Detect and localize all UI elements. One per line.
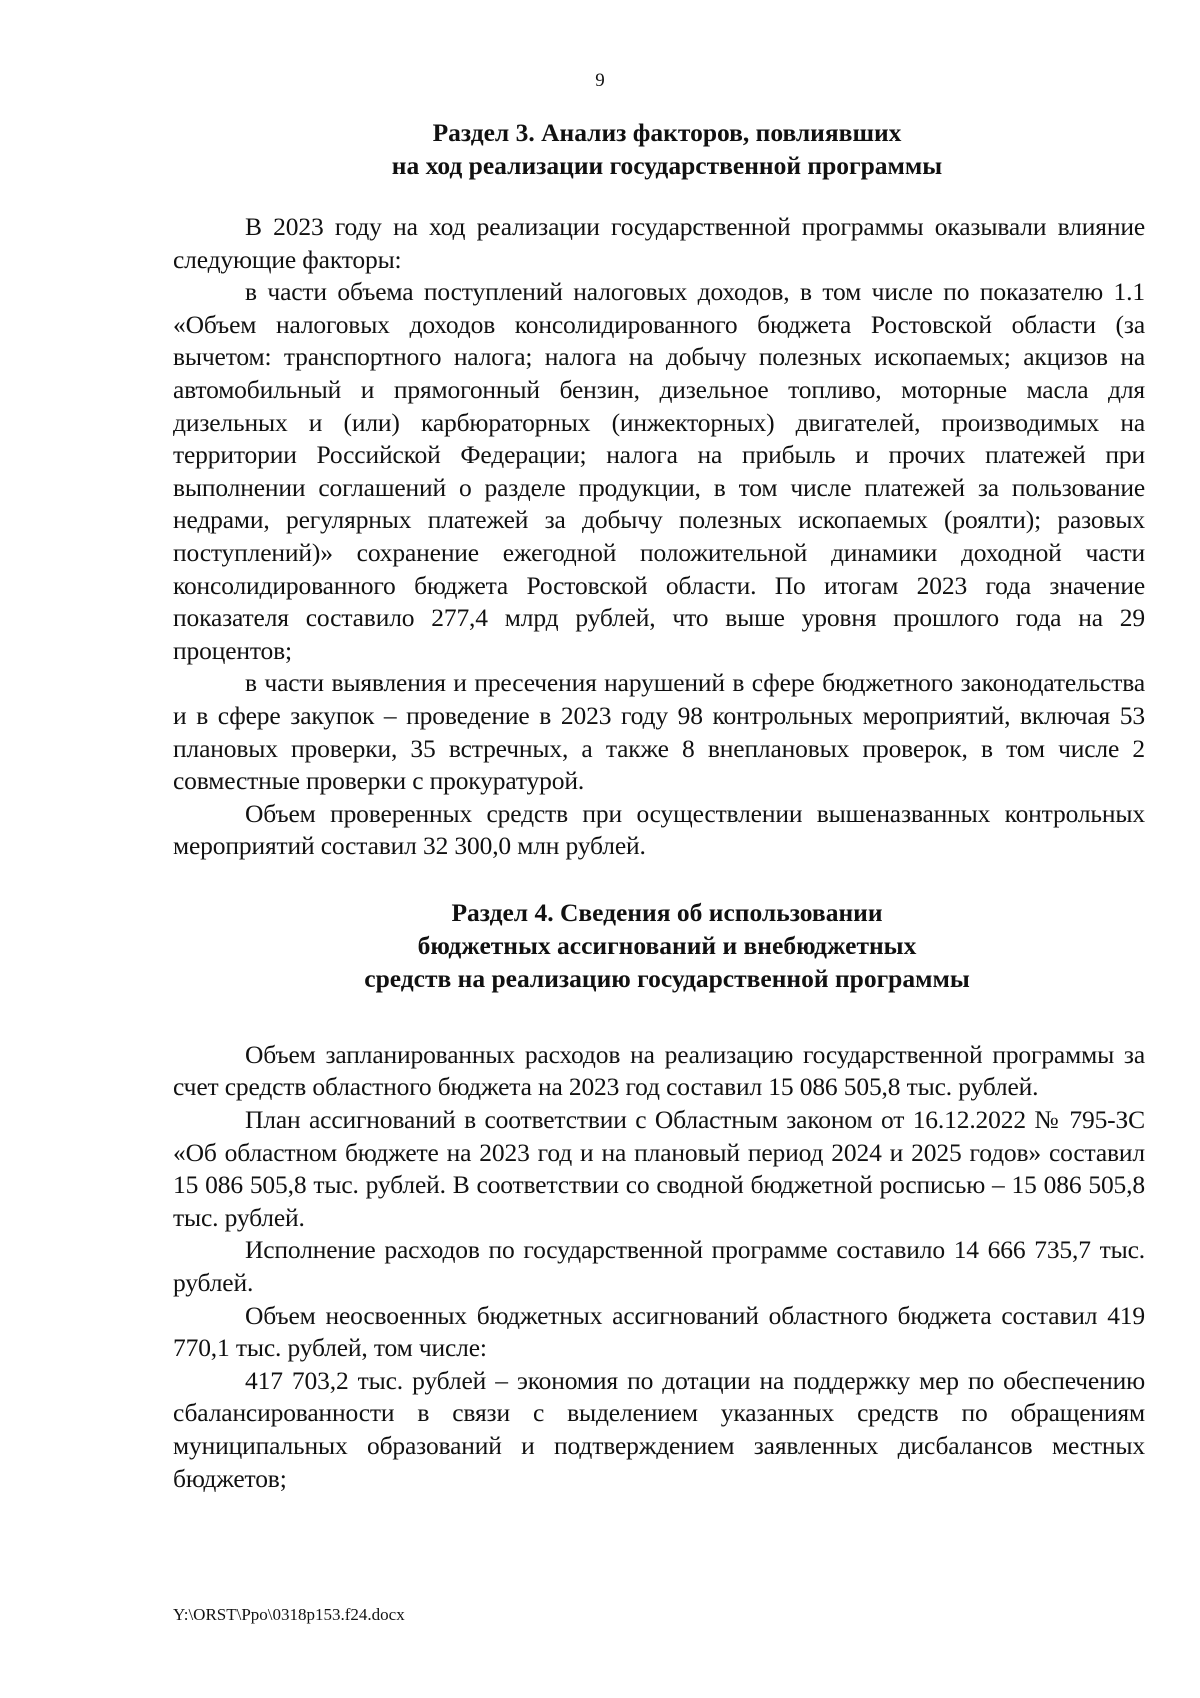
section-3-paragraph: В 2023 году на ход реализации государственной программы оказывали влияние следующие факторы:: [173, 212, 1145, 274]
section-3-paragraph: в части объема поступлений налоговых доходов, в том числе по показателю 1.1 «Объем налоговых доходов консолидированного бюджета Ростовской области (за вычетом: транспортного налога; налога на добычу полезных ископаемых; акцизов на автомобильный и прямогонный бензин, дизельное топливо, моторные масла для дизельных и (или) карбюраторных (инжекторных) двигателей, производимых на территории Российской Федерации; налога на прибыль и прочих платежей при выполнении соглашений о разделе продукции, в том числе платежей за пользование недрами, регулярных платежей за добычу полезных ископаемых (роялти); разовых поступлений)» сохранение ежегодной положительной динамики доходной части консолидированного бюджета Ростовской области. По итогам 2023 года значение показателя составило 277,4 млрд рублей, что выше уровня прошлого года на 29 процентов;: [173, 277, 1145, 665]
section-4-title-line: Раздел 4. Сведения об использовании: [451, 897, 883, 927]
section-4-paragraph: Объем неосвоенных бюджетных ассигнований областного бюджета составил 419 770,1 тыс. рублей, том числе:: [173, 1300, 1145, 1363]
section-3-paragraph: в части выявления и пресечения нарушений в сфере бюджетного законодательства и в сфере закупок – проведение в 2023 году 98 контрольных мероприятий, включая 53 плановых проверки, 35 встречных, а также 8 внеплановых проверок, в том числе 2 совместные проверки с прокуратурой.: [173, 668, 1145, 796]
section-4-paragraph: 417 703,2 тыс. рублей – экономия по дотации на поддержку мер по обеспечению сбалансированности в связи с выделением указанных средств по обращениям муниципальных образований и подтверждением заявленных дисбалансов местных бюджетов;: [173, 1365, 1145, 1493]
document-body: [173, 116, 1145, 1495]
section-3-title: [189, 116, 1145, 182]
section-4-paragraph: План ассигнований в соответствии с Областным законом от 16.12.2022 № 795-ЗС «Об областном бюджете на 2023 год и на плановый период 2024 и 2025 годов» составил 15 086 505,8 тыс. рублей. В соответствии со сводной бюджетной росписью – 15 086 505,8 тыс. рублей.: [173, 1105, 1145, 1232]
section-4-paragraph: Исполнение расходов по государственной программе составило 14 666 735,7 тыс. рублей.: [173, 1235, 1145, 1298]
section-4-title-line: бюджетных ассигнований и внебюджетных: [417, 930, 917, 960]
file-path-footer: Y:\ORST\Ppo\0318p153.f24.docx: [173, 1605, 405, 1624]
section-3-title-line: Раздел 3. Анализ факторов, повлиявших: [432, 118, 902, 147]
section-4-title-line: средств на реализацию государственной программы: [364, 963, 970, 993]
section-4-paragraph: Объем запланированных расходов на реализацию государственной программы за счет средств областного бюджета на 2023 год составил 15 086 505,8 тыс. рублей.: [173, 1039, 1145, 1102]
section-3-paragraph: Объем проверенных средств при осуществлении вышеназванных контрольных мероприятий составил 32 300,0 млн рублей.: [173, 798, 1145, 861]
section-3-title-line: на ход реализации государственной программы: [391, 151, 943, 180]
section-4-title: [189, 896, 1145, 995]
page-number: 9: [595, 70, 605, 91]
